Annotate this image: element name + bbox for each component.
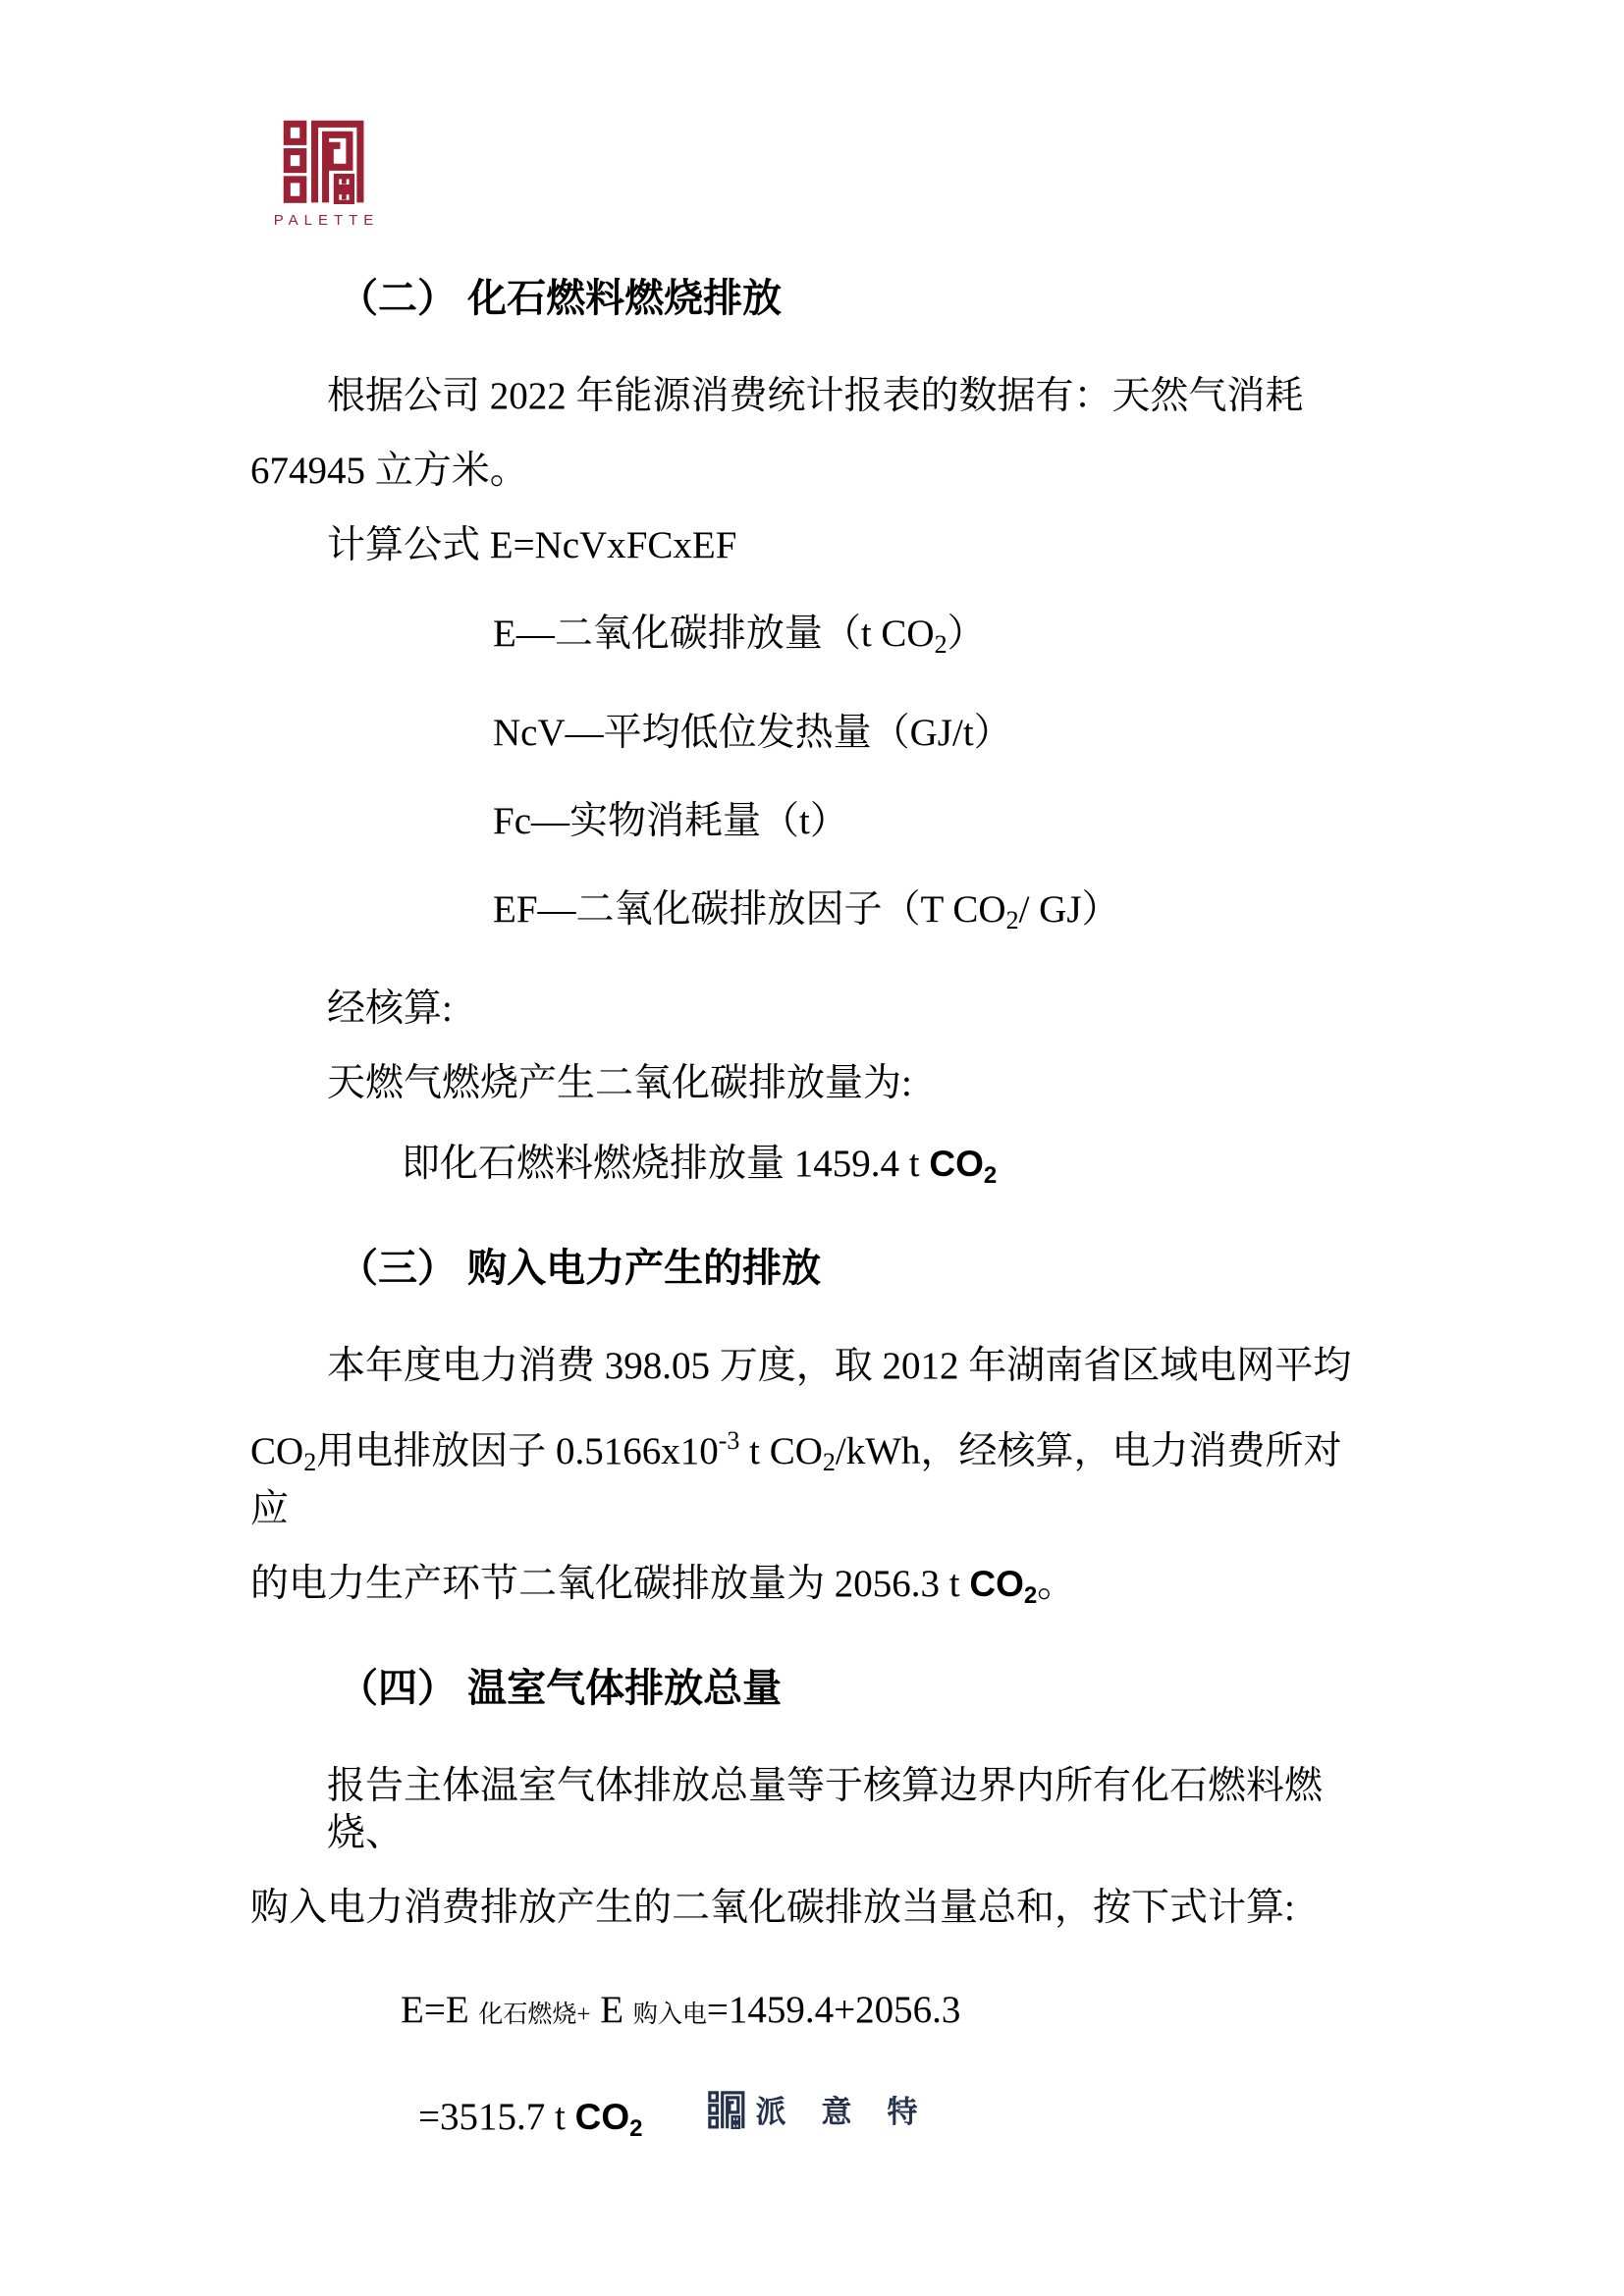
text-run: 即化石燃料燃烧排放量 1459.4 t [402, 1143, 930, 1185]
text-run: -3 [718, 1426, 740, 1455]
paragraph-line [250, 1561, 1380, 1620]
paragraph-line [250, 448, 1380, 495]
text-run: E—二氧化碳排放量（t CO [493, 613, 935, 655]
paragraph-line [250, 1885, 1380, 1932]
formula-definition-e [493, 611, 1380, 668]
paragraph-line [327, 1763, 1380, 1857]
text-run: 用电排放因子 0.5166x10 [316, 1430, 719, 1472]
result-line-fossil-total [402, 1141, 1380, 1200]
text-run: 购入电力消费排放产生的二氧化碳排放当量总和，按下式计算: [250, 1887, 1295, 1929]
text-run: （三） 购入电力产生的排放 [339, 1247, 822, 1290]
text-run: NcV—平均低位发热量（GJ/t） [493, 712, 1012, 754]
equation-line-sum [401, 1987, 1380, 2039]
footer-brand-name: 派意特 [755, 2095, 953, 2129]
text-run: 2 [983, 1162, 998, 1189]
text-run: （二） 化石燃料燃烧排放 [339, 277, 783, 320]
text-run: Fc—实物消耗量（t） [493, 800, 848, 842]
paragraph-line [327, 1343, 1380, 1390]
text-run: =3515.7 t [418, 2096, 575, 2138]
formula-definition-fc [493, 798, 1380, 845]
paragraph-line [327, 986, 1380, 1033]
text-run: ） [947, 613, 986, 655]
page-footer [0, 2087, 1624, 2131]
text-run: 根据公司 2022 年能源消费统计报表的数据有：天然气消耗 [327, 375, 1304, 417]
footer-logo-icon [707, 2089, 746, 2130]
text-run: /kWh，经核算，电力消费所对应 [250, 1430, 1342, 1530]
section-heading-ghg-total [339, 1663, 1380, 1714]
formula-definition-ef [493, 886, 1380, 944]
document-content [250, 273, 1380, 2153]
text-run: CO [969, 1564, 1024, 1604]
paragraph-line [327, 522, 1380, 569]
text-run: 2 [1023, 1582, 1038, 1609]
paragraph-line [327, 373, 1380, 420]
text-run: 2 [303, 1448, 317, 1476]
formula-definition-ncv [493, 710, 1380, 757]
section-heading-fossil-fuel [339, 273, 1380, 324]
text-run: CO [929, 1144, 984, 1184]
text-run: CO [250, 1430, 304, 1472]
text-run: （四） 温室气体排放总量 [339, 1667, 783, 1710]
text-run: t CO [739, 1430, 823, 1472]
text-run: 经核算: [327, 988, 453, 1030]
text-run: 674945 立方米。 [250, 450, 528, 492]
text-run: 报告主体温室气体排放总量等于核算边界内所有化石燃料燃烧、 [327, 1765, 1324, 1854]
text-run: 计算公式 E=NcVxFCxEF [327, 524, 737, 566]
paragraph-line [250, 1417, 1380, 1533]
text-run: 本年度电力消费 398.05 万度，取 2012 年湖南省区域电网平均 [327, 1345, 1352, 1387]
text-run: 购入电 [632, 2002, 707, 2028]
text-run: =1459.4+2056.3 [706, 1989, 961, 2031]
text-run: EF—二氧化碳排放因子（T CO [493, 888, 1006, 931]
text-run: / GJ） [1018, 888, 1120, 931]
palette-logo-icon [273, 118, 375, 204]
text-run: E=E [401, 1989, 479, 2031]
section-heading-purchased-electricity [339, 1243, 1380, 1294]
text-run: 2 [822, 1448, 836, 1476]
text-run: CO [574, 2097, 630, 2137]
text-run: 天燃气燃烧产生二氧化碳排放量为: [327, 1062, 912, 1104]
text-run: 2 [1005, 906, 1019, 934]
brand-logo [267, 118, 381, 229]
paragraph-line [327, 1060, 1380, 1107]
text-run: E [590, 1989, 633, 2031]
brand-wordmark: PALETTE [273, 212, 380, 229]
text-run: 2 [629, 2115, 643, 2142]
text-run: 。 [1037, 1563, 1076, 1605]
text-run: 化石燃烧+ [478, 2002, 591, 2028]
text-run: 的电力生产环节二氧化碳排放量为 2056.3 t [250, 1563, 970, 1605]
text-run: 2 [934, 630, 947, 659]
